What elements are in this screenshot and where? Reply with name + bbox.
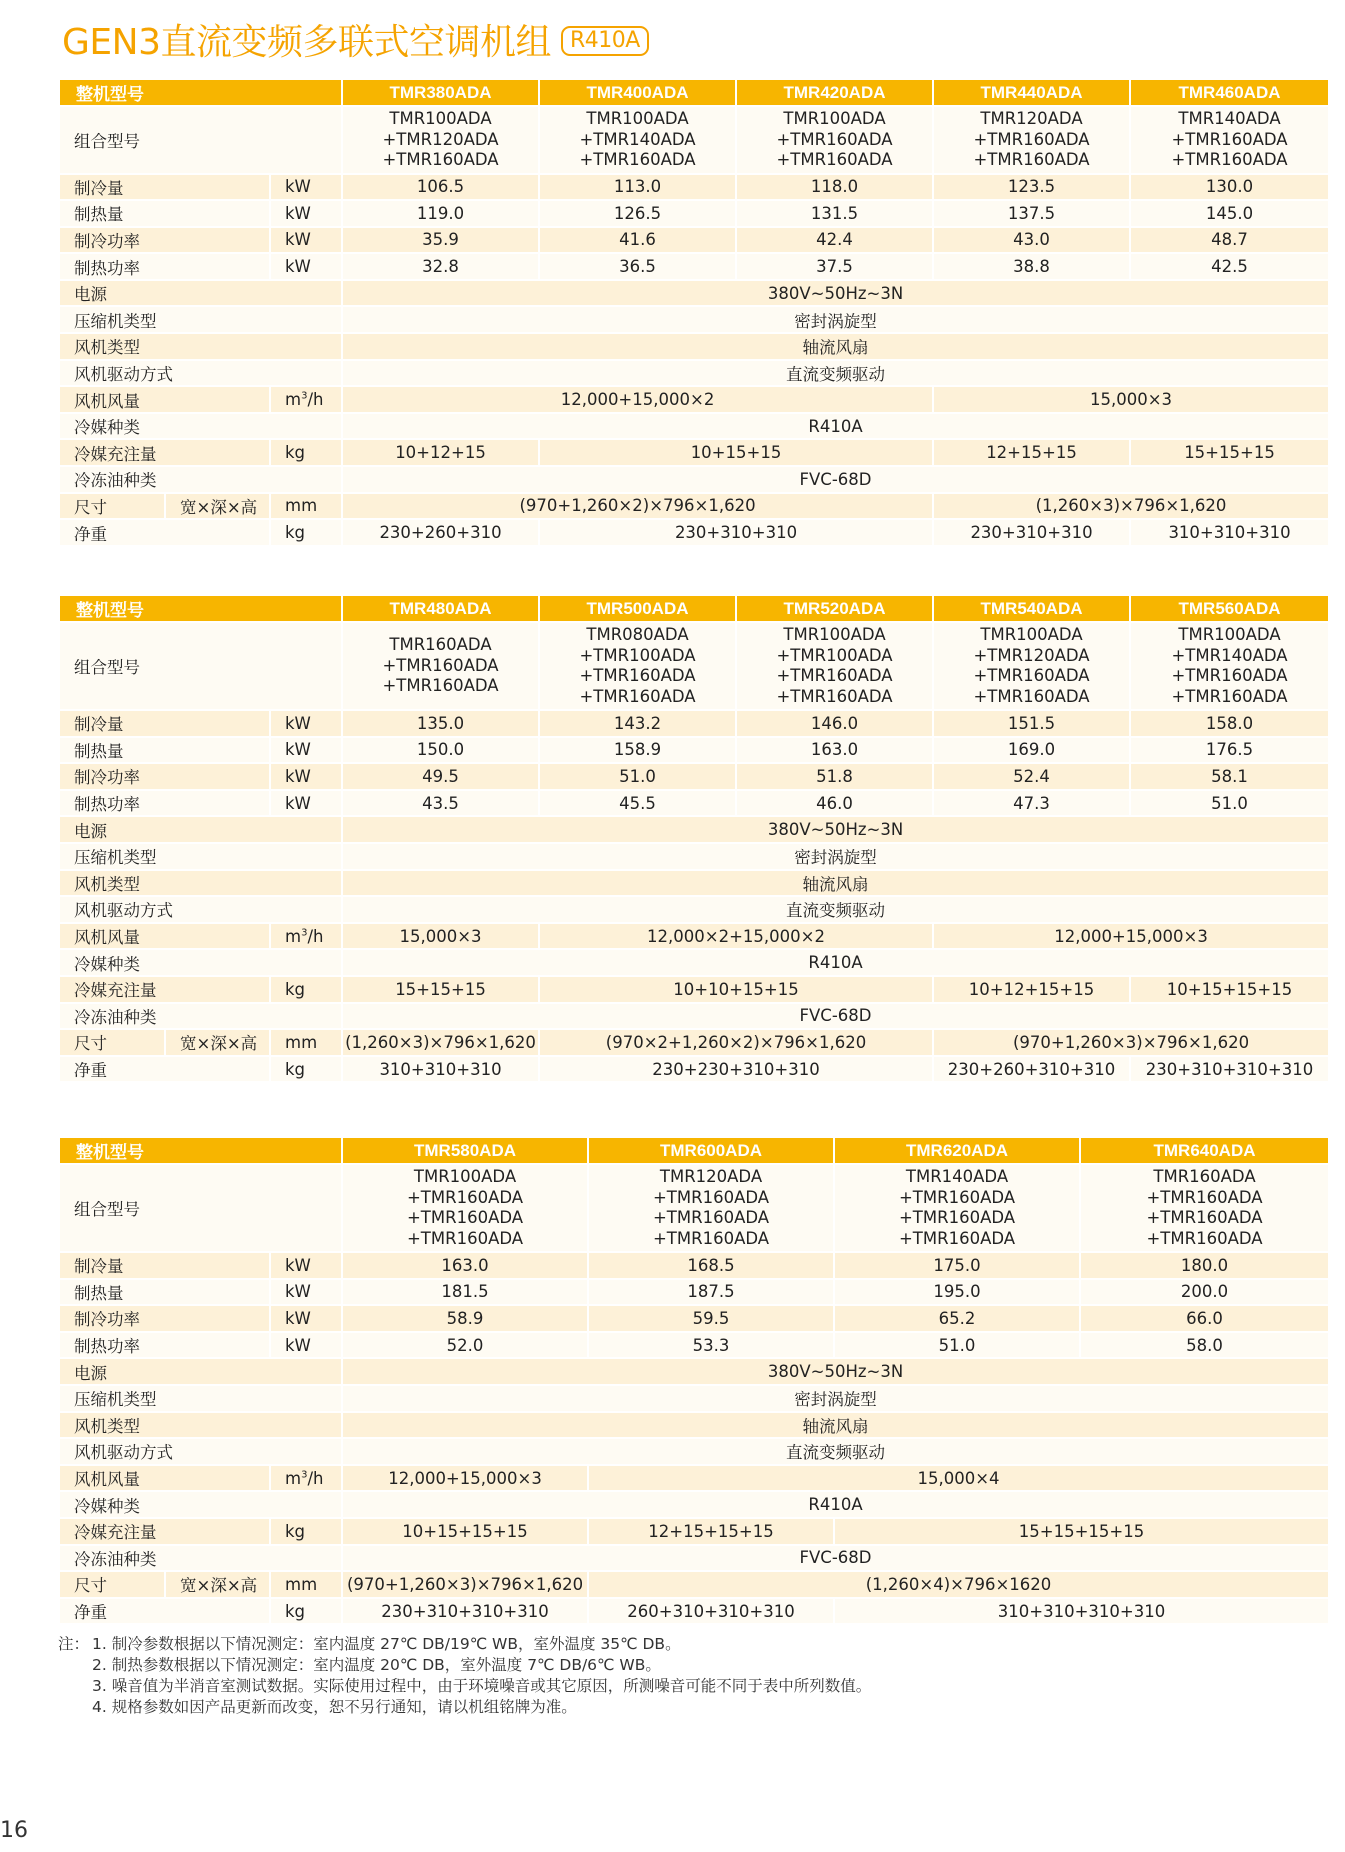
value-cell: 187.5 [588,1279,834,1306]
table-row [60,466,1328,493]
table-row [60,790,1328,817]
combo-cell: TMR140ADA +TMR160ADA +TMR160ADA [1130,106,1328,174]
row-label: 制冷功率 [60,227,270,254]
row-label: 制冷量 [60,174,270,201]
value-cell: (970+1,260×3)×796×1,620 [342,1571,588,1598]
row-label: 冷冻油种类 [60,1003,342,1030]
table-row [60,976,1328,1003]
unit-cell: kW [270,763,342,790]
table-row [60,227,1328,254]
combo-cell: TMR080ADA +TMR100ADA +TMR160ADA +TMR160ADA [539,622,736,710]
combo-cell: TMR160ADA +TMR160ADA +TMR160ADA +TMR160ADA [1080,1164,1328,1252]
table-row [60,737,1328,764]
table-row [60,1138,1328,1164]
value-cell: FVC-68D [342,1003,1328,1030]
table-row [60,360,1328,387]
unit-cell: $m^3/h$ [270,1465,342,1492]
value-cell: 10+15+15+15 [1130,976,1328,1003]
value-cell: 47.3 [933,790,1130,817]
row-label: 电源 [60,816,342,843]
value-cell: 52.4 [933,763,1130,790]
model-cell: TMR640ADA [1080,1138,1328,1164]
unit-cell: kW [270,737,342,764]
value-cell: 146.0 [736,710,933,737]
row-label: 组合型号 [60,622,342,710]
table-row [60,1598,1328,1624]
table-row [60,106,1328,174]
value-cell: 58.0 [1080,1332,1328,1359]
table-row [60,253,1328,280]
value-cell: 143.2 [539,710,736,737]
value-cell: 106.5 [342,174,539,201]
value-cell: 38.8 [933,253,1130,280]
unit-cell: kW [270,227,342,254]
value-cell: 310+310+310+310 [834,1598,1328,1624]
value-cell: 10+10+15+15 [539,976,933,1003]
unit-cell: kg [270,519,342,545]
value-cell: 直流变频驱动 [342,360,1328,387]
value-cell: 46.0 [736,790,933,817]
model-cell: TMR580ADA [342,1138,588,1164]
value-cell: 12,000+15,000×2 [342,386,933,413]
row-label: 制冷量 [60,1252,270,1279]
value-cell: 密封涡旋型 [342,306,1328,333]
value-cell: 230+310+310 [933,519,1130,545]
table-row [60,1518,1328,1545]
value-cell: 42.5 [1130,253,1328,280]
value-cell: 58.1 [1130,763,1328,790]
table-row [60,1305,1328,1332]
value-cell: 轴流风扇 [342,1412,1328,1439]
row-label: 整机型号 [60,80,342,106]
model-cell: TMR420ADA [736,80,933,106]
value-cell: R410A [342,949,1328,976]
row-label: 风机类型 [60,333,342,360]
value-cell: 41.6 [539,227,736,254]
table-row [60,1412,1328,1439]
row-label: 冷媒充注量 [60,1518,270,1545]
value-cell: 36.5 [539,253,736,280]
note-item: 2. 制热参数根据以下情况测定：室内温度 20℃ DB，室外温度 7℃ DB/6℃ WB。 [92,1656,661,1674]
note-item: 3. 噪音值为半消音室测试数据。实际使用过程中，由于环境噪音或其它原因，所测噪音可能不同于表中所列数值。 [92,1677,872,1695]
value-cell: 230+310+310 [539,519,933,545]
value-cell: 49.5 [342,763,539,790]
value-cell: R410A [342,413,1328,440]
notes-lead: 注： [58,1635,90,1653]
combo-cell: TMR100ADA +TMR120ADA +TMR160ADA [342,106,539,174]
value-cell: 65.2 [834,1305,1080,1332]
row-label: 电源 [60,280,342,307]
value-cell: 10+12+15 [342,439,539,466]
value-cell: FVC-68D [342,466,1328,493]
row-sublabel: 宽×深×高 [165,493,270,520]
row-label: 冷媒种类 [60,949,342,976]
value-cell: 158.9 [539,737,736,764]
value-cell: 15+15+15+15 [834,1518,1328,1545]
value-cell: 195.0 [834,1279,1080,1306]
combo-cell: TMR140ADA +TMR160ADA +TMR160ADA +TMR160ADA [834,1164,1080,1252]
row-label: 制热量 [60,200,270,227]
model-cell: TMR380ADA [342,80,539,106]
table-row [60,1029,1328,1056]
row-label: 制冷量 [60,710,270,737]
table-row [60,306,1328,333]
table-row [60,1003,1328,1030]
row-label: 制冷功率 [60,1305,270,1332]
combo-cell: TMR100ADA +TMR140ADA +TMR160ADA [539,106,736,174]
row-label: 风机驱动方式 [60,360,342,387]
value-cell: 10+12+15+15 [933,976,1130,1003]
table-row [60,413,1328,440]
value-cell: 118.0 [736,174,933,201]
row-label: 尺寸 [60,1571,165,1598]
table-row [60,949,1328,976]
model-cell: TMR560ADA [1130,596,1328,622]
row-sublabel: 宽×深×高 [165,1571,270,1598]
model-cell: TMR480ADA [342,596,539,622]
value-cell: 113.0 [539,174,736,201]
value-cell: (1,260×4)×796×1620 [588,1571,1328,1598]
value-cell: 176.5 [1130,737,1328,764]
row-label: 制冷功率 [60,763,270,790]
table-row [60,622,1328,710]
value-cell: 37.5 [736,253,933,280]
table-row [60,174,1328,201]
value-cell: 15+15+15 [1130,439,1328,466]
row-label: 压缩机类型 [60,1385,342,1412]
value-cell: 直流变频驱动 [342,896,1328,923]
table-row [60,519,1328,545]
value-cell: 119.0 [342,200,539,227]
row-label: 净重 [60,519,270,545]
value-cell: 43.5 [342,790,539,817]
value-cell: 230+260+310+310 [933,1056,1130,1082]
model-cell: TMR440ADA [933,80,1130,106]
unit-cell: $m^3/h$ [270,386,342,413]
unit-cell: mm [270,1571,342,1598]
value-cell: 12,000×2+15,000×2 [539,923,933,950]
unit-cell: kW [270,790,342,817]
row-label: 冷媒种类 [60,413,342,440]
value-cell: 10+15+15 [539,439,933,466]
row-label: 风机类型 [60,1412,342,1439]
table-row [60,333,1328,360]
value-cell: 137.5 [933,200,1130,227]
table-row [60,386,1328,413]
table-row [60,1164,1328,1252]
value-cell: 131.5 [736,200,933,227]
value-cell: 51.0 [834,1332,1080,1359]
value-cell: 130.0 [1130,174,1328,201]
value-cell: 35.9 [342,227,539,254]
value-cell: 123.5 [933,174,1130,201]
value-cell: 168.5 [588,1252,834,1279]
model-cell: TMR460ADA [1130,80,1328,106]
value-cell: (1,260×3)×796×1,620 [342,1029,539,1056]
table-row [60,1571,1328,1598]
model-cell: TMR620ADA [834,1138,1080,1164]
combo-cell: TMR120ADA +TMR160ADA +TMR160ADA +TMR160ADA [588,1164,834,1252]
row-label: 冷媒充注量 [60,439,270,466]
combo-cell: TMR100ADA +TMR100ADA +TMR160ADA +TMR160ADA [736,622,933,710]
value-cell: 230+310+310+310 [1130,1056,1328,1082]
row-label: 尺寸 [60,493,165,520]
value-cell: 48.7 [1130,227,1328,254]
value-cell: 密封涡旋型 [342,1385,1328,1412]
spec-table-1 [60,80,1328,545]
value-cell: 163.0 [736,737,933,764]
unit-cell: kg [270,1056,342,1082]
page-number: 16 [0,1818,28,1843]
table-row [60,493,1328,520]
row-label: 压缩机类型 [60,843,342,870]
unit-cell: kW [270,1279,342,1306]
row-label: 整机型号 [60,1138,342,1164]
unit-cell: mm [270,1029,342,1056]
page-title [62,14,649,64]
row-label: 电源 [60,1358,342,1385]
note-item: 1. 制冷参数根据以下情况测定：室内温度 27℃ DB/19℃ WB，室外温度 35℃ DB。 [92,1635,681,1653]
value-cell: 380V~50Hz~3N [342,280,1328,307]
table-row [60,1491,1328,1518]
value-cell: 145.0 [1130,200,1328,227]
value-cell: 150.0 [342,737,539,764]
title-text: GEN3直流变频多联式空调机组 [62,21,551,63]
table-row [60,1056,1328,1082]
table-row [60,1279,1328,1306]
value-cell: 51.0 [1130,790,1328,817]
model-cell: TMR400ADA [539,80,736,106]
value-cell: 180.0 [1080,1252,1328,1279]
value-cell: 10+15+15+15 [342,1518,588,1545]
row-label: 制热功率 [60,1332,270,1359]
table-row [60,923,1328,950]
row-label: 制热功率 [60,790,270,817]
combo-cell: TMR100ADA +TMR160ADA +TMR160ADA +TMR160ADA [342,1164,588,1252]
value-cell: 126.5 [539,200,736,227]
model-cell: TMR540ADA [933,596,1130,622]
value-cell: 66.0 [1080,1305,1328,1332]
value-cell: 181.5 [342,1279,588,1306]
row-label: 尺寸 [60,1029,165,1056]
value-cell: 42.4 [736,227,933,254]
value-cell: 230+230+310+310 [539,1056,933,1082]
combo-cell: TMR120ADA +TMR160ADA +TMR160ADA [933,106,1130,174]
value-cell: 12,000+15,000×3 [342,1465,588,1492]
combo-cell: TMR160ADA +TMR160ADA +TMR160ADA [342,622,539,710]
table-row [60,1545,1328,1572]
model-cell: TMR500ADA [539,596,736,622]
row-label: 制热功率 [60,253,270,280]
unit-cell: kg [270,439,342,466]
spec-table-3 [60,1138,1328,1623]
row-label: 冷冻油种类 [60,1545,342,1572]
unit-cell: kW [270,200,342,227]
table-row [60,1332,1328,1359]
value-cell: 58.9 [342,1305,588,1332]
value-cell: 310+310+310 [342,1056,539,1082]
row-label: 风机类型 [60,870,342,897]
value-cell: 直流变频驱动 [342,1438,1328,1465]
value-cell: 轴流风扇 [342,333,1328,360]
value-cell: (1,260×3)×796×1,620 [933,493,1328,520]
value-cell: 59.5 [588,1305,834,1332]
value-cell: 380V~50Hz~3N [342,1358,1328,1385]
row-label: 风机风量 [60,386,270,413]
table-row [60,896,1328,923]
row-label: 组合型号 [60,106,342,174]
unit-cell: mm [270,493,342,520]
row-label: 冷媒充注量 [60,976,270,1003]
value-cell: 15,000×3 [342,923,539,950]
value-cell: 51.0 [539,763,736,790]
row-label: 制热量 [60,737,270,764]
refrigerant-tag: R410A [561,26,649,56]
value-cell: 轴流风扇 [342,870,1328,897]
unit-cell: kW [270,1332,342,1359]
table-row [60,843,1328,870]
row-label: 组合型号 [60,1164,342,1252]
value-cell: 32.8 [342,253,539,280]
value-cell: 380V~50Hz~3N [342,816,1328,843]
value-cell: 230+260+310 [342,519,539,545]
table-row [60,1358,1328,1385]
unit-cell: kg [270,1518,342,1545]
value-cell: 12+15+15 [933,439,1130,466]
unit-cell: kW [270,174,342,201]
value-cell: 51.8 [736,763,933,790]
model-cell: TMR520ADA [736,596,933,622]
combo-cell: TMR100ADA +TMR120ADA +TMR160ADA +TMR160ADA [933,622,1130,710]
row-label: 风机驱动方式 [60,896,342,923]
value-cell: FVC-68D [342,1545,1328,1572]
unit-cell: kW [270,1252,342,1279]
table-row [60,710,1328,737]
value-cell: (970×2+1,260×2)×796×1,620 [539,1029,933,1056]
unit-cell: $m^3/h$ [270,923,342,950]
value-cell: 200.0 [1080,1279,1328,1306]
value-cell: 12+15+15+15 [588,1518,834,1545]
value-cell: 52.0 [342,1332,588,1359]
value-cell: 15+15+15 [342,976,539,1003]
table-row [60,1385,1328,1412]
value-cell: 53.3 [588,1332,834,1359]
row-label: 净重 [60,1598,270,1624]
table-row [60,1465,1328,1492]
value-cell: 163.0 [342,1252,588,1279]
value-cell: 169.0 [933,737,1130,764]
value-cell: 158.0 [1130,710,1328,737]
table-row [60,80,1328,106]
value-cell: 175.0 [834,1252,1080,1279]
table-row [60,1438,1328,1465]
value-cell: 15,000×3 [933,386,1328,413]
value-cell: 43.0 [933,227,1130,254]
row-label: 净重 [60,1056,270,1082]
table-row [60,596,1328,622]
value-cell: (970+1,260×2)×796×1,620 [342,493,933,520]
footnotes [58,1634,871,1718]
table-row [60,439,1328,466]
unit-cell: kg [270,1598,342,1624]
row-label: 制热量 [60,1279,270,1306]
value-cell: 135.0 [342,710,539,737]
note-item: 4. 规格参数如因产品更新而改变，恕不另行通知，请以机组铭牌为准。 [92,1698,577,1716]
row-label: 整机型号 [60,596,342,622]
value-cell: R410A [342,1491,1328,1518]
unit-cell: kg [270,976,342,1003]
combo-cell: TMR100ADA +TMR140ADA +TMR160ADA +TMR160ADA [1130,622,1328,710]
combo-cell: TMR100ADA +TMR160ADA +TMR160ADA [736,106,933,174]
table-row [60,870,1328,897]
value-cell: (970+1,260×3)×796×1,620 [933,1029,1328,1056]
table-row [60,200,1328,227]
value-cell: 310+310+310 [1130,519,1328,545]
value-cell: 12,000+15,000×3 [933,923,1328,950]
row-label: 风机风量 [60,923,270,950]
unit-cell: kW [270,1305,342,1332]
value-cell: 45.5 [539,790,736,817]
value-cell: 15,000×4 [588,1465,1328,1492]
row-label: 压缩机类型 [60,306,342,333]
spec-table-2 [60,596,1328,1081]
value-cell: 密封涡旋型 [342,843,1328,870]
row-label: 冷媒种类 [60,1491,342,1518]
table-row [60,816,1328,843]
row-sublabel: 宽×深×高 [165,1029,270,1056]
row-label: 风机驱动方式 [60,1438,342,1465]
unit-cell: kW [270,253,342,280]
table-row [60,1252,1328,1279]
value-cell: 151.5 [933,710,1130,737]
value-cell: 230+310+310+310 [342,1598,588,1624]
row-label: 风机风量 [60,1465,270,1492]
row-label: 冷冻油种类 [60,466,342,493]
unit-cell: kW [270,710,342,737]
value-cell: 260+310+310+310 [588,1598,834,1624]
model-cell: TMR600ADA [588,1138,834,1164]
table-row [60,280,1328,307]
table-row [60,763,1328,790]
